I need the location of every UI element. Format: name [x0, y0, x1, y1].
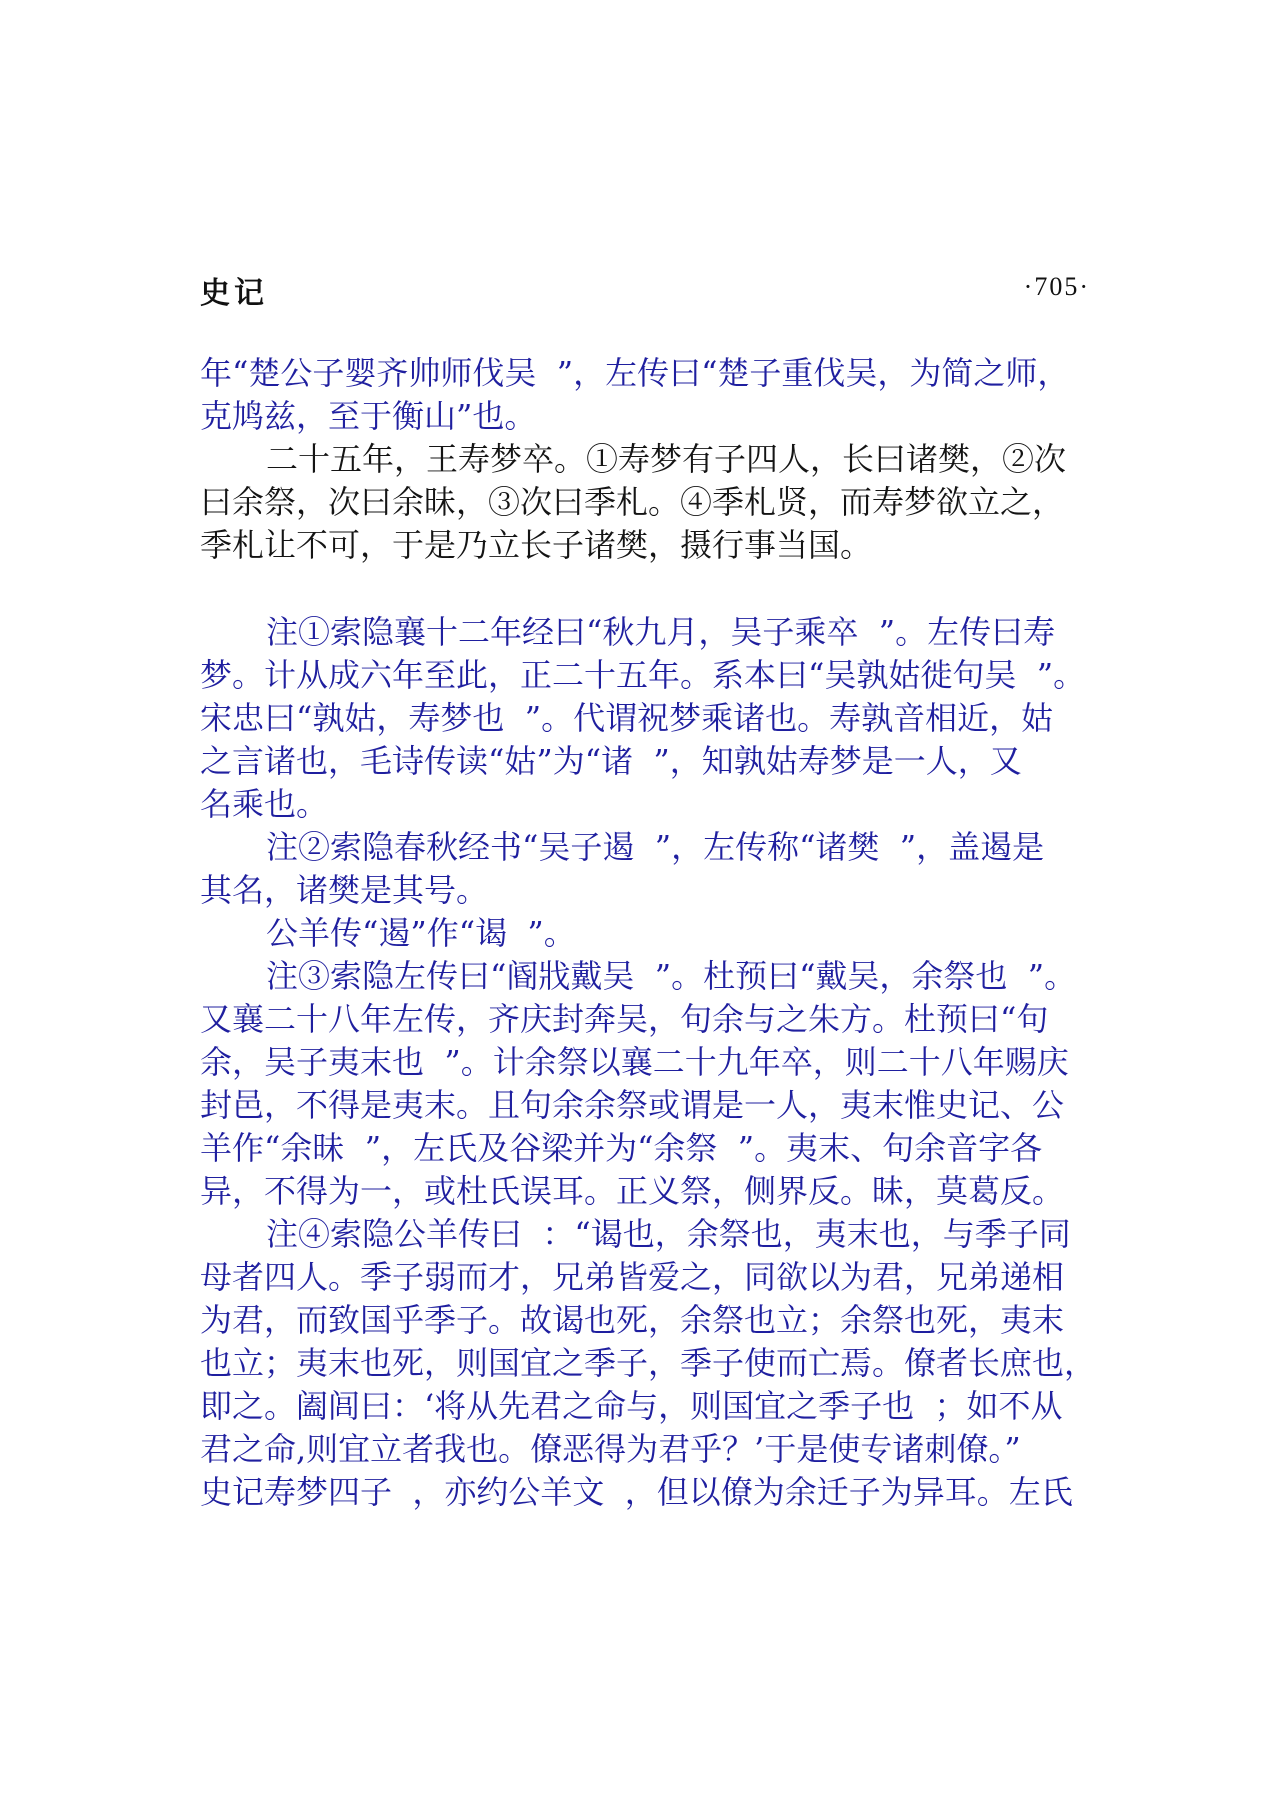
main-text-line: 二十五年，王寿梦卒。①寿梦有子四人，长曰诸樊，②次 [266, 440, 1067, 478]
commentary-line: 名乘也。 [200, 785, 329, 823]
commentary-block [200, 352, 1100, 438]
page-header [200, 268, 1090, 311]
commentary-line: 公羊传“遏”作“谒 ”。 [266, 914, 576, 952]
commentary-line: 又襄二十八年左传，齐庆封奔吴，句余与之朱方。杜预曰“句 [200, 1000, 1049, 1038]
commentary-line: 宋忠曰“孰姑，寿梦也 ”。代谓祝梦乘诸也。寿孰音相近，姑 [200, 699, 1054, 737]
commentary-line: 之言诸也，毛诗传读“姑”为“诸 ”，知孰姑寿梦是一人，又 [200, 742, 1022, 780]
commentary-line: 余，吴子夷末也 ”。计余祭以襄二十九年卒，则二十八年赐庆 [200, 1043, 1069, 1081]
commentary-line: 也立；夷末也死，则国宜之季子，季子使而亡焉。僚者长庶也， [200, 1344, 1097, 1382]
page-number: ·705· [1023, 272, 1090, 301]
main-text-block [200, 438, 1100, 567]
commentary-line: 即之。阖闾曰：‘将从先君之命与，则国宜之季子也 ；如不从 [200, 1387, 1063, 1425]
commentary-block [200, 611, 1100, 1514]
commentary-line: 史记寿梦四子 ，亦约公羊文 ，但以僚为余迁子为异耳。左氏 [200, 1473, 1073, 1511]
page-body [200, 352, 1100, 1514]
commentary-line: 母者四人。季子弱而才，兄弟皆爱之，同欲以为君，兄弟递相 [200, 1258, 1065, 1296]
commentary-line: 注④索隐公羊传曰 ：“谒也，余祭也，夷末也，与季子同 [266, 1215, 1071, 1253]
commentary-line: 年“楚公子婴齐帅师伐吴 ”，左传曰“楚子重伐吴，为简之师， [200, 354, 1070, 392]
commentary-line: 梦。计从成六年至此，正二十五年。系本曰“吴孰姑徙句吴 ”。 [200, 656, 1086, 694]
paragraph-gap [200, 567, 1100, 611]
commentary-line: 克鸠兹，至于衡山”也。 [200, 397, 537, 435]
commentary-line: 羊作“余昧 ”，左氏及谷梁并为“余祭 ”。夷末、句余音字各 [200, 1129, 1043, 1167]
book-title: 史记 [200, 276, 268, 311]
commentary-line: 封邑，不得是夷末。且句余余祭或谓是一人，夷末惟史记、公 [200, 1086, 1065, 1124]
main-text-line: 曰余祭，次曰余昧，③次曰季札。④季札贤，而寿梦欲立之， [200, 483, 1065, 521]
commentary-line: 注③索隐左传曰“阍戕戴吴 ”。杜预曰“戴吴，余祭也 ”。 [266, 957, 1077, 995]
main-text-line: 季札让不可，于是乃立长子诸樊，摄行事当国。 [200, 526, 873, 564]
commentary-line: 注①索隐襄十二年经曰“秋九月，吴子乘卒 ”。左传曰寿 [266, 613, 1056, 651]
commentary-line: 为君，而致国乎季子。故谒也死，余祭也立；余祭也死，夷末 [200, 1301, 1065, 1339]
commentary-line: 君之命,则宜立者我也。僚恶得为君乎？’于是使专诸刺僚。” [200, 1430, 1021, 1468]
commentary-line: 注②索隐春秋经书“吴子遏 ”，左传称“诸樊 ”，盖遏是 [266, 828, 1045, 866]
commentary-line: 其名，诸樊是其号。 [200, 871, 489, 909]
commentary-line: 异，不得为一，或杜氏误耳。正义祭，侧界反。昧，莫葛反。 [200, 1172, 1065, 1210]
